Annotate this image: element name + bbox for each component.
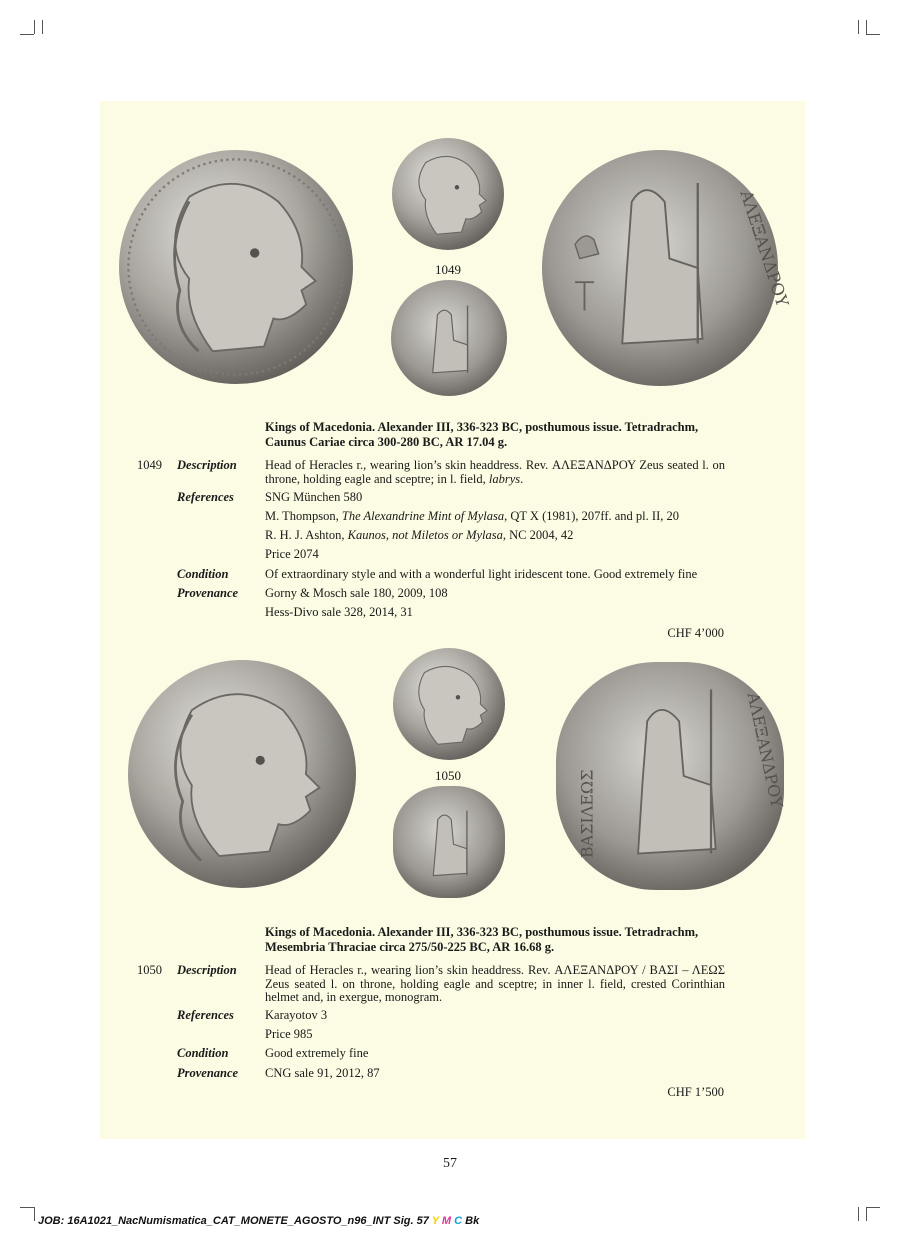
coin-obverse-large	[118, 150, 354, 384]
reference-item: Price 2074	[265, 547, 319, 561]
provenance-item: Gorny & Mosch sale 180, 2009, 108	[265, 586, 448, 600]
description-label: Description	[177, 963, 237, 977]
coin-obverse-large	[122, 660, 362, 888]
page-number: 57	[443, 1156, 457, 1171]
condition-label: Condition	[177, 567, 229, 581]
job-text: JOB: 16A1021_NacNumismatica_CAT_MONETE_AGOSTO_n96_INT Sig. 57	[38, 1215, 429, 1227]
crop-mark	[866, 20, 867, 34]
color-y: Y	[431, 1215, 439, 1227]
coin-reverse-small	[390, 786, 508, 898]
lot-number: 1049	[137, 458, 162, 472]
description-label: Description	[177, 458, 237, 472]
coin-legend: ΑΛΕΞΑΝΔΡΟΥ	[736, 187, 792, 310]
reference-item: R. H. J. Ashton, Kaunos, not Miletos or Mylasa, NC 2004, 42	[265, 528, 574, 542]
crop-mark	[34, 20, 35, 34]
description-text: Head of Heracles r., wearing lion’s skin headdress. Rev. ΑΛΕΞΑΝΔΡΟΥ Zeus seated l. on throne, holding eagle and sceptre; in l. field, labrys.	[265, 458, 725, 486]
crop-mark	[20, 34, 34, 35]
condition-label: Condition	[177, 1046, 229, 1060]
lot-price: CHF 4’000	[667, 626, 724, 640]
reference-item: SNG München 580	[265, 490, 363, 504]
references-label: References	[177, 490, 234, 504]
coin-obverse-small	[390, 648, 508, 760]
lot-title-line1: Kings of Macedonia. Alexander III, 336-323 BC, posthumous issue. Tetradrachm,	[265, 925, 699, 939]
description-text: Head of Heracles r., wearing lion’s skin headdress. Rev. ΑΛΕΞΑΝΔΡΟΥ / ΒΑΣΙ – ΛΕΩΣ Zeus seated l. on throne, holding eagle and sceptre; in inner l. field, crested Corinthian helmet and, in exergue, monogram.	[265, 963, 725, 1004]
crop-mark	[858, 1207, 859, 1221]
crop-mark	[20, 1207, 34, 1208]
lot-title-line1: Kings of Macedonia. Alexander III, 336-323 BC, posthumous issue. Tetradrachm,	[265, 420, 699, 434]
condition-text: Of extraordinary style and with a wonderful light iridescent tone. Good extremely fine	[265, 567, 698, 581]
crop-mark	[858, 20, 859, 34]
color-k: Bk	[465, 1215, 480, 1227]
reference-item: Price 985	[265, 1027, 313, 1041]
coin-obverse-small	[389, 138, 507, 250]
reference-item: M. Thompson, The Alexandrine Mint of Mylasa, QT X (1981), 207ff. and pl. II, 20	[265, 509, 679, 523]
coin-reverse-small	[390, 280, 508, 396]
lot-price: CHF 1’500	[667, 1085, 724, 1099]
crop-mark	[866, 34, 880, 35]
crop-mark	[42, 20, 43, 34]
references-label: References	[177, 1008, 234, 1022]
print-job-line	[38, 1215, 479, 1227]
provenance-label: Provenance	[177, 1066, 239, 1080]
coin-legend: ΒΑΣΙΛΕΩΣ	[577, 769, 597, 859]
crop-mark	[866, 1207, 867, 1221]
crop-mark	[34, 1207, 35, 1221]
lot-number: 1050	[137, 963, 162, 977]
coin-reverse-large	[550, 662, 790, 890]
crop-mark	[866, 1207, 880, 1208]
lot-title-line2: Caunus Cariae circa 300-280 BC, AR 17.04 g.	[265, 435, 508, 449]
image-lot-number: 1049	[435, 262, 461, 277]
reference-item: Karayotov 3	[265, 1008, 328, 1022]
provenance-label: Provenance	[177, 586, 239, 600]
color-c: C	[454, 1215, 463, 1227]
coin-reverse-large	[540, 150, 792, 386]
lot-title	[265, 420, 735, 450]
provenance-item: CNG sale 91, 2012, 87	[265, 1066, 380, 1080]
lot-title-line2: Mesembria Thraciae circa 275/50-225 BC, AR 16.68 g.	[265, 940, 555, 954]
coin-legend: ΑΛΕΞΑΝΔΡΟΥ	[743, 690, 787, 810]
condition-text: Good extremely fine	[265, 1046, 369, 1060]
lot-title	[265, 925, 735, 955]
image-lot-number: 1050	[435, 768, 461, 783]
color-m: M	[441, 1215, 452, 1227]
provenance-item: Hess-Divo sale 328, 2014, 31	[265, 605, 413, 619]
